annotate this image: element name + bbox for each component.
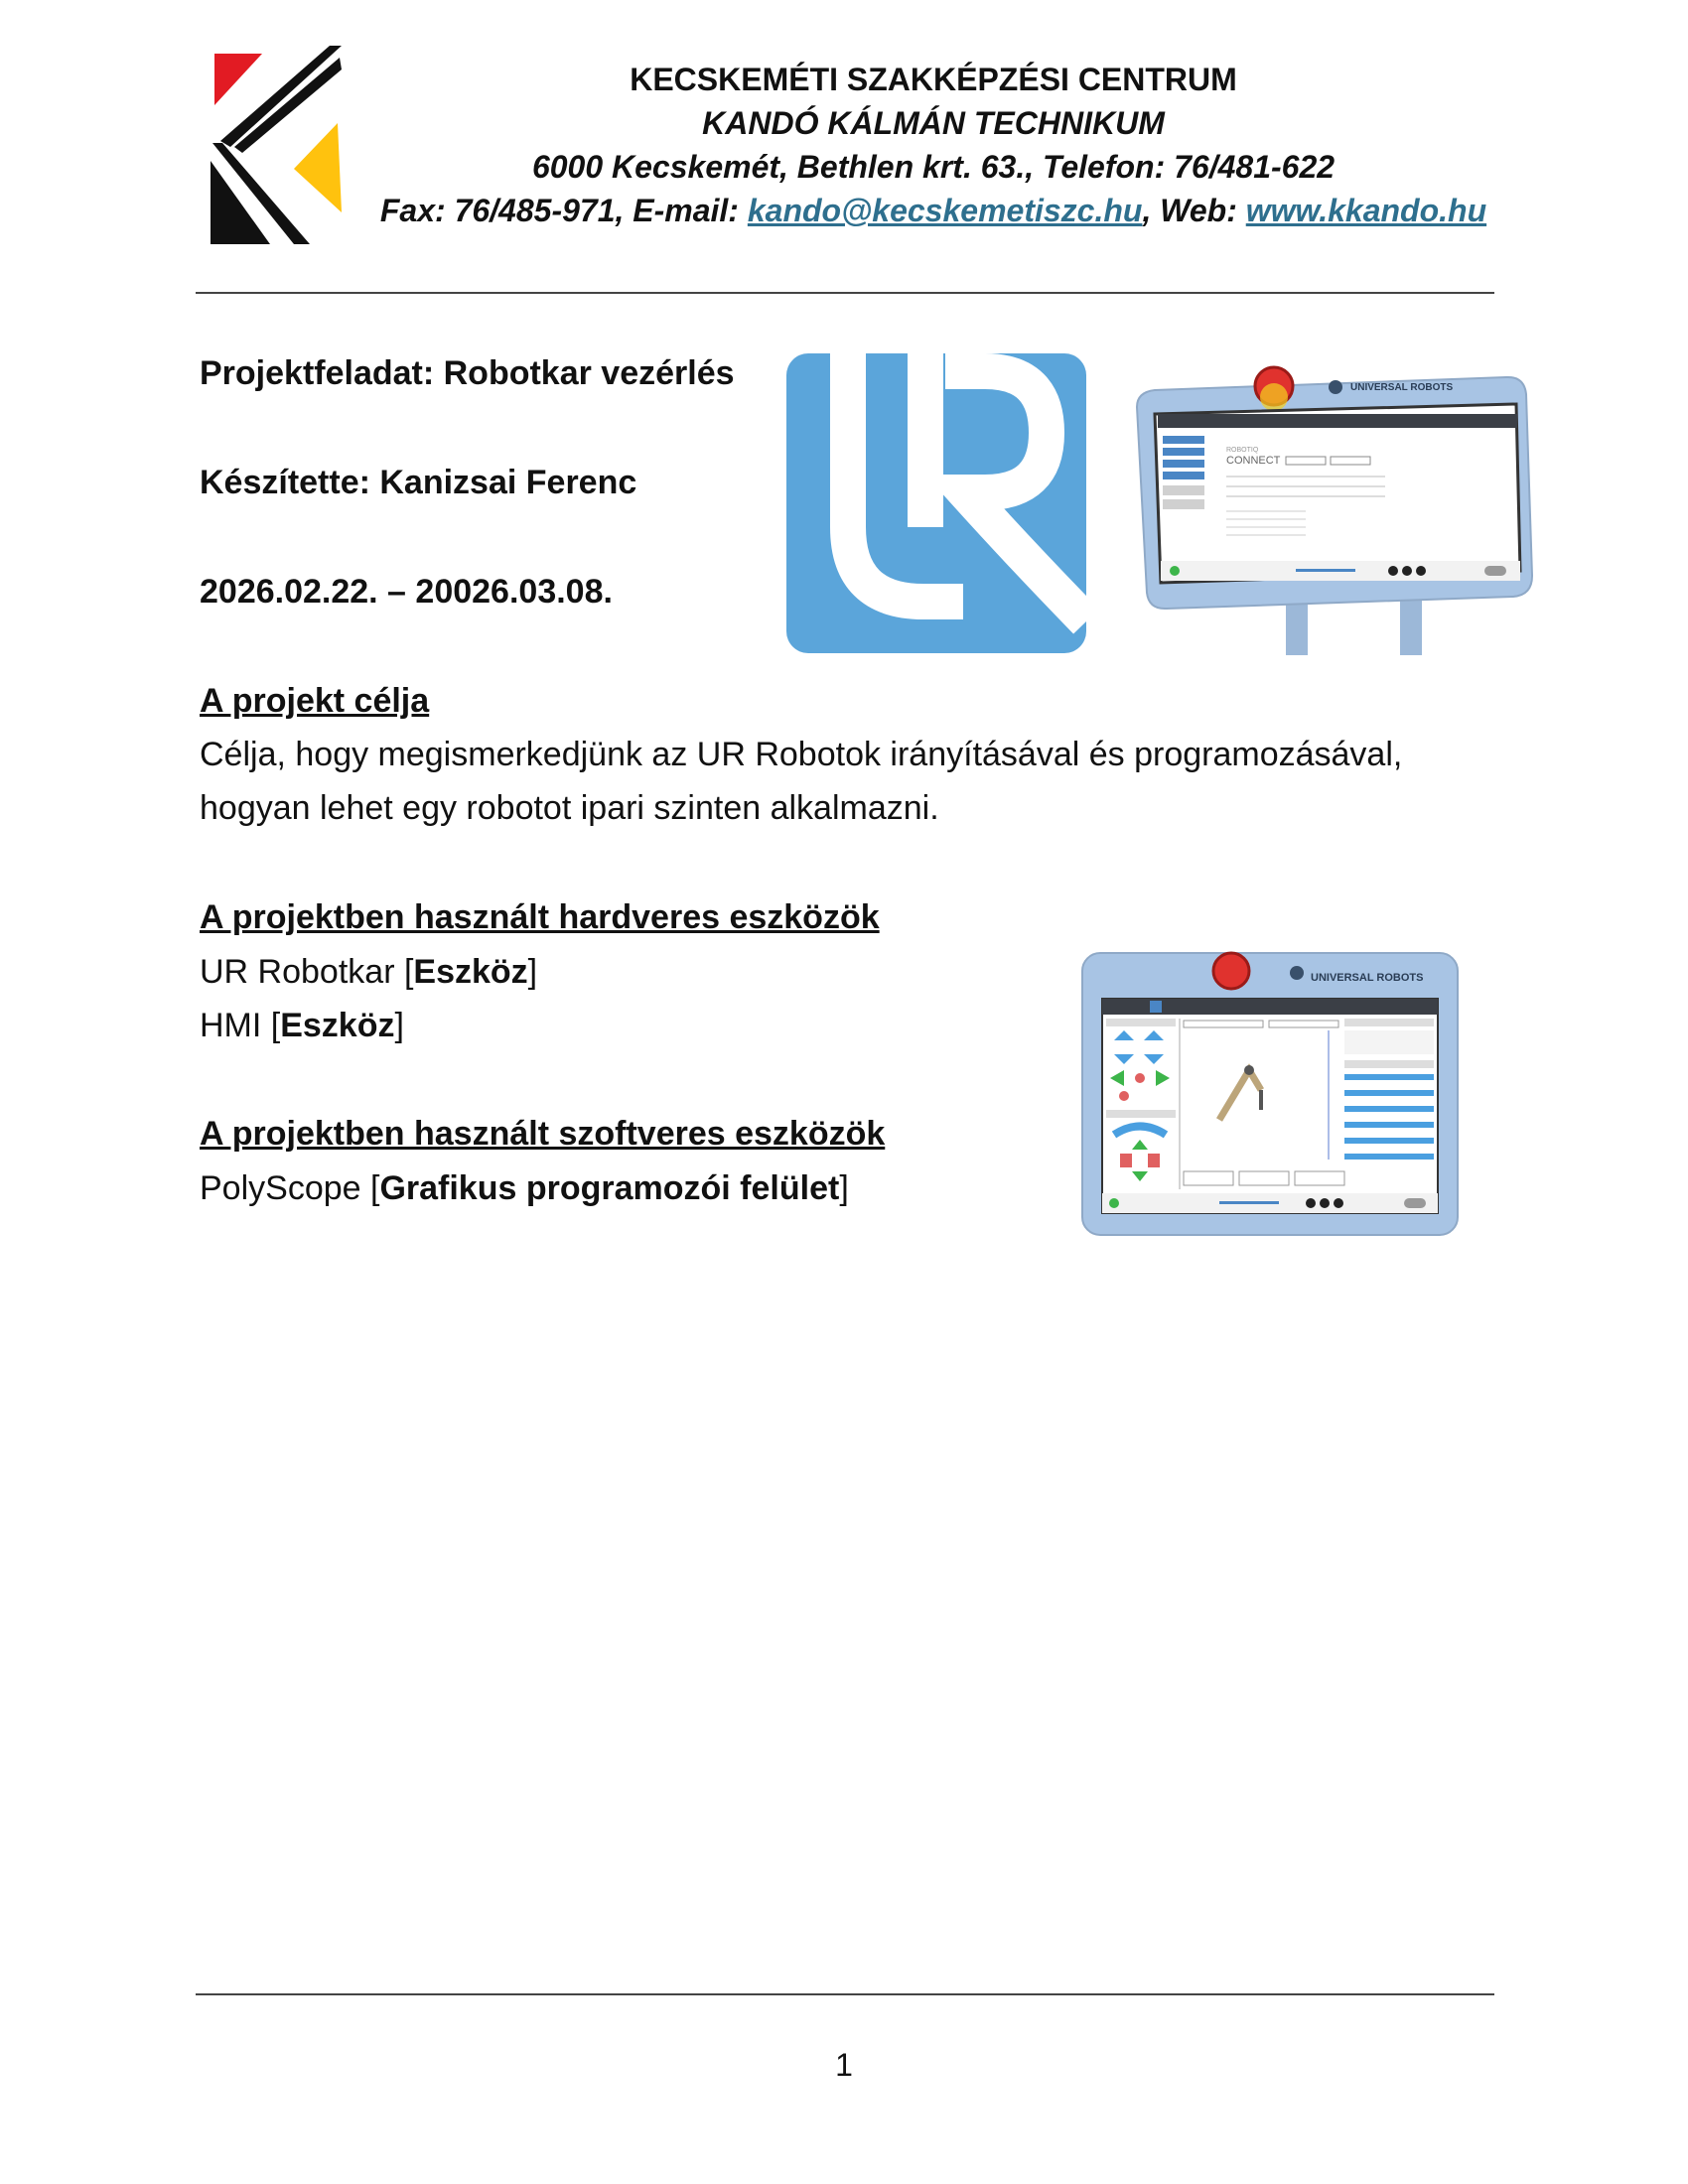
fax-text: Fax: 76/485-971, E-mail:	[379, 193, 748, 228]
header-school: KANDÓ KÁLMÁN TECHNIKUM	[702, 105, 1165, 141]
ur-logo	[786, 353, 1086, 653]
pendant1-brand: UNIVERSAL ROBOTS	[1350, 382, 1454, 393]
hardware-item	[200, 948, 537, 996]
hardware-item-close: ]	[394, 1007, 404, 1044]
software-heading: A projektben használt szoftveres eszközök	[200, 1115, 886, 1153]
pendant2-brand: UNIVERSAL ROBOTS	[1311, 972, 1424, 984]
goal-line-1: Célja, hogy megismerkedjünk az UR Robotok irányításával és programozásával,	[200, 736, 1403, 773]
teach-pendant-connect-image	[1127, 362, 1534, 655]
software-item-tag: Grafikus programozói felület	[379, 1169, 840, 1207]
pendant1-robotiq: ROBOTIQ	[1226, 447, 1259, 454]
project-dates: 2026.02.22. – 20026.03.08.	[200, 573, 613, 611]
software-item	[200, 1164, 849, 1212]
pendant1-connect: CONNECT	[1226, 455, 1281, 467]
hardware-item-name: UR Robotkar [	[200, 953, 414, 991]
email-link[interactable]: kando@kecskemetiszc.hu	[747, 193, 1143, 228]
hardware-item-close: ]	[527, 953, 538, 991]
hardware-heading: A projektben használt hardveres eszközök	[200, 898, 880, 936]
software-item-close: ]	[839, 1169, 849, 1207]
project-author: Készítette: Kanizsai Ferenc	[200, 464, 637, 501]
header-divider	[196, 292, 1494, 294]
teach-pendant-polyscope-image	[1080, 951, 1460, 1239]
header-address: 6000 Kecskemét, Bethlen krt. 63., Telefon: 76/481-622	[531, 149, 1336, 185]
hardware-item-tag: Eszköz	[413, 953, 528, 991]
software-item-name: PolyScope [	[200, 1169, 380, 1207]
web-link[interactable]: www.kkando.hu	[1245, 193, 1487, 228]
hardware-item-name: HMI [	[200, 1007, 281, 1044]
school-logo	[211, 44, 342, 244]
header-contact	[377, 189, 1489, 232]
project-title: Projektfeladat: Robotkar vezérlés	[200, 354, 735, 392]
goal-heading: A projekt célja	[200, 682, 430, 720]
hardware-item	[200, 1002, 404, 1049]
header-org: KECSKEMÉTI SZAKKÉPZÉSI CENTRUM	[630, 62, 1237, 97]
hardware-item-tag: Eszköz	[280, 1007, 395, 1044]
footer-divider	[196, 1993, 1494, 1995]
goal-line-2: hogyan lehet egy robotot ipari szinten alkalmazni.	[200, 789, 939, 827]
page-number: 1	[835, 2047, 853, 2083]
web-label: , Web:	[1142, 193, 1246, 228]
